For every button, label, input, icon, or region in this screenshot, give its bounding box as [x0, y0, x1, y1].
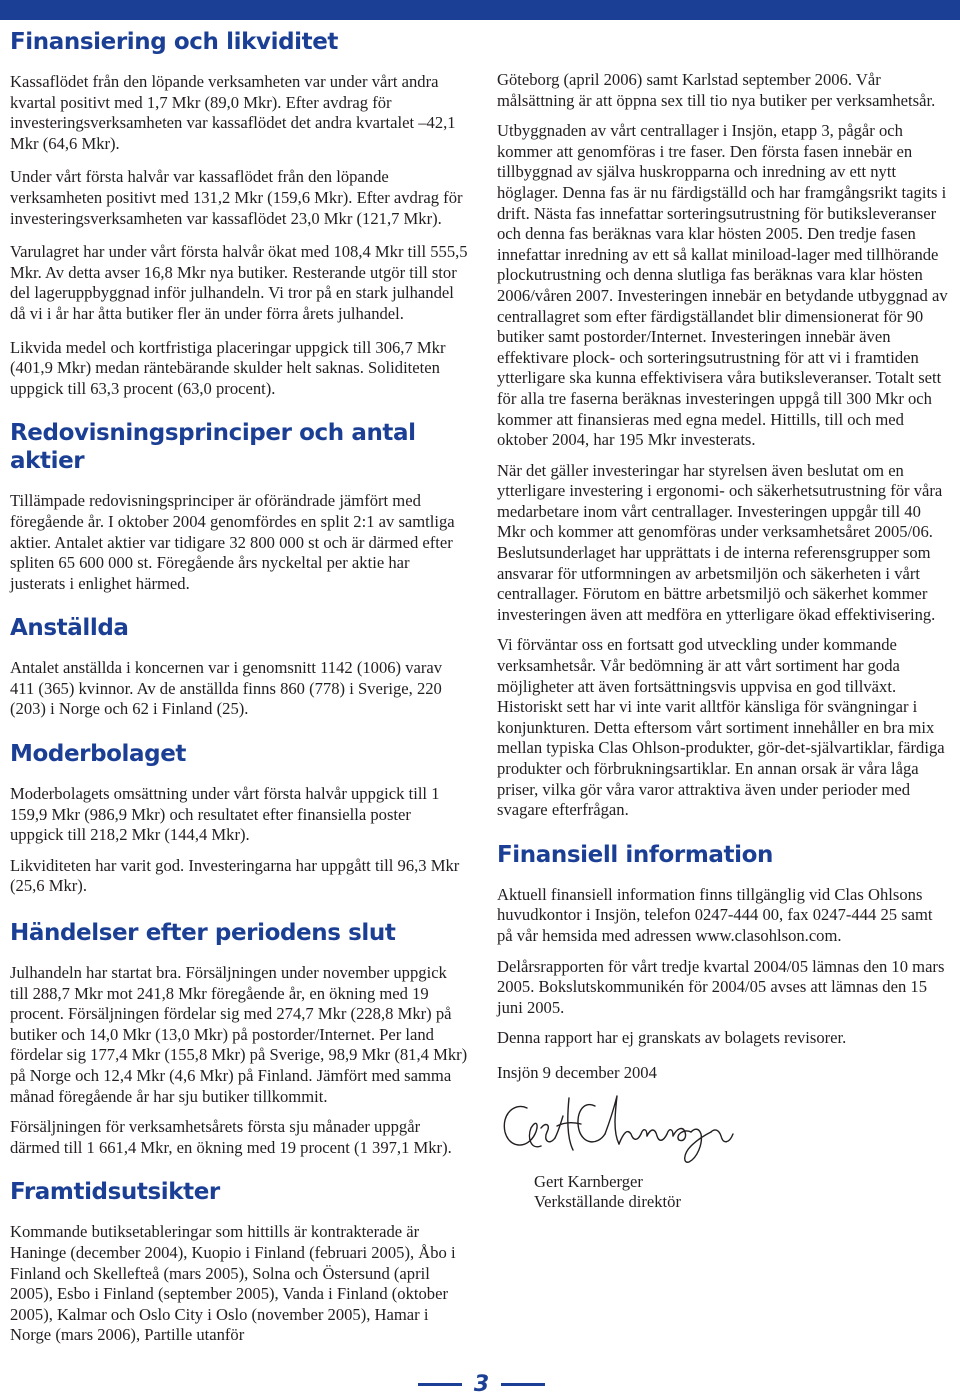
heading-moderbolaget: Moderbolaget	[10, 741, 187, 768]
paragraph: Aktuell finansiell information finns tillgänglig vid Clas Ohlsons huvudkontor i Insjön, telefon 0247-444 00, fax 0247-444 25 samt på vår hemsida med adressen www.clasohlson.com.	[497, 884, 933, 945]
heading-anstallda: Anställda	[10, 615, 129, 642]
heading-finansiell-information: Finansiell information	[497, 841, 773, 868]
signatory-title: Verkställande direktör	[534, 1192, 681, 1212]
paragraph: Göteborg (april 2006) samt Karlstad september 2006. Vår målsättning är att öppna sex till tio nya butiker per verksamhetsår.	[497, 70, 936, 110]
heading-redovisningsprinciper: Redovisningsprinciper och antal aktier	[10, 420, 416, 475]
signature-image	[497, 1088, 747, 1168]
page-number-footer	[418, 1374, 545, 1396]
paragraph: Kassaflödet från den löpande verksamheten var under vårt andra kvartal positivt med 1,7 Mkr (89,0 Mkr). Efter avdrag för investeringsverksamheten var kassaflödet det andra kvartalet –42,1 Mkr (64,6 Mkr).	[10, 72, 456, 153]
left-column	[10, 0, 468, 1346]
heading-finansiering: Finansiering och likviditet	[10, 29, 339, 55]
paragraph: Denna rapport har ej granskats av bolagets revisorer.	[497, 1028, 847, 1048]
paragraph: Moderbolagets omsättning under vårt första halvår uppgick till 1 159,9 Mkr (986,9 Mkr) och resultatet efter finansiella poster uppgick till 218,2 Mkr (144,4 Mkr).	[10, 784, 440, 845]
paragraph: Utbyggnaden av vårt centrallager i Insjön, etapp 3, pågår och kommer att genomföras i tre faser. Den första fasen innebär en tillbyggnad av själva huskropparna och inredning av ett nytt höglager. Denna fas är nu färdigställd och har framgångsrikt tagits i drift. Nästa fas innefattar sorteringsutrustning för butiksleveranser och denna fas beräknas vara klar hösten 2005. Den tredje fasen innefattar inredning av ett så kallat miniload-lager med tillhörande plockutrustning och denna slutliga fas beräknas vara klar hösten 2006/våren 2007. Investeringen innebär en betydande utbyggnad av centrallagret som efter färdigställandet blir dimensionerat för 90 butiker samt postorder/Internet. Investeringen innebär även effektivare plock- och sorteringsutrustning för att vi i framtiden ytterligare ska kunna effektivisera våra butiksleveranser. Totalt sett för alla tre faserna beräknas investeringen uppgå till 300 Mkr och kommer att finansieras med egna medel. Hittills, till och med oktober 2004, har 195 Mkr investerats.	[497, 121, 948, 450]
paragraph: Varulagret har under vårt första halvår ökat med 108,4 Mkr till 555,5 Mkr. Av detta avser 16,8 Mkr nya butiker. Resterande utgör till stor del lageruppbyggnad inför julhandeln. Vi tror på en stark julhandel då vi i år har åtta butiker fler än under förra årets julhandel.	[10, 242, 468, 323]
paragraph: Likvida medel och kortfristiga placeringar uppgick till 306,7 Mkr (401,9 Mkr) medan räntebärande skulder helt saknas. Soliditeten uppgick till 63,3 procent (63,0 procent).	[10, 337, 446, 398]
paragraph: Antalet anställda i koncernen var i genomsnitt 1142 (1006) varav 411 (365) kvinnor. Av de anställda finns 860 (778) i Sverige, 220 (203) i Norge och 62 i Finland (25).	[10, 658, 443, 719]
paragraph: När det gäller investeringar har styrelsen även beslutat om en ytterligare investering i ergonomi- och säkerhetsutrustning för våra medarbetare inom vårt centrallager. Investeringen uppgår till 40 Mkr och kommer att genomföras under verksamhetsåret 2005/06. Beslutsunderlaget har upprättats i de interna referensgrupper som ansvarar för utformningen av arbetsmiljön och säkerheten i vårt centrallager. Förutom en bättre arbetsmiljö och säkerhet kommer investeringen även att medföra en ytterligare ökad effektivisering.	[497, 460, 943, 624]
signatory-name: Gert Karnberger	[534, 1171, 643, 1191]
paragraph: Julhandeln har startat bra. Försäljningen under november uppgick till 288,7 Mkr mot 241,8 Mkr föregående år, en ökning med 19 procent. Försäljningen fördelar sig med 274,7 Mkr (228,8 Mkr) på butiker och 14,0 Mkr (13,0 Mkr) på postorder/Internet. Per land fördelar sig 177,4 Mkr (155,8 Mkr) på Sverige, 98,9 Mkr (81,4 Mkr) på Norge och 12,4 Mkr (4,6 Mkr) på Finland. Jämfört med samma månad föregående år har sju butiker tillkommit.	[10, 963, 468, 1106]
paragraph: Under vårt första halvår var kassaflödet från den löpande verksamheten positivt med 131,2 Mkr (159,6 Mkr). Efter avdrag för investeringsverksamheten var kassaflödet 23,0 Mkr (121,7 Mkr).	[10, 167, 463, 228]
right-column	[497, 0, 952, 1213]
paragraph: Kommande butiksetableringar som hittills är kontrakterade är Haninge (december 2004), Kuopio i Finland (februari 2005), Åbo i Finland och Skellefteå (mars 2005), Solna och Östersund (april 2005), Esbo i Finland (september 2005), Vanda i Finland (oktober 2005), Kalmar och Oslo City i Oslo (november 2005), Hamar i Norge (mars 2006), Partille utanför	[10, 1222, 456, 1345]
paragraph: Delårsrapporten för vårt tredje kvartal 2004/05 lämnas den 10 mars 2005. Bokslutskommunikén för 2004/05 avses att lämnas den 15 juni 2005.	[497, 956, 945, 1017]
paragraph: Vi förväntar oss en fortsatt god utveckling under kommande verksamhetsår. Vår bedömning är att vårt sortiment har goda möjligheter att även fortsättningsvis uppvisa en god tillväxt. Historiskt sett har vi inte varit alltför känsliga för svängningar i konjunkturen. Detta eftersom vårt sortiment innehåller en bra mix mellan typiska Clas Ohlson-produkter, gör-det-självartiklar, färdiga produkter och förbrukningsartiklar. En annan orsak är våra låga priser, vilka gör våra varor attraktiva även under perioder med svagare efterfrågan.	[497, 635, 945, 820]
place-and-date: Insjön 9 december 2004	[497, 1062, 657, 1082]
paragraph: Försäljningen för verksamhetsårets första sju månader uppgår därmed till 1 661,4 Mkr, en ökning med 19 procent (1 397,1 Mkr).	[10, 1117, 452, 1157]
heading-framtidsutsikter: Framtidsutsikter	[10, 1179, 220, 1206]
heading-handelser: Händelser efter periodens slut	[10, 920, 396, 947]
footer-rule-left	[418, 1383, 462, 1386]
paragraph: Likviditeten har varit god. Investeringarna har uppgått till 96,3 Mkr (25,6 Mkr).	[10, 855, 460, 896]
page-number: 3	[473, 1372, 490, 1397]
paragraph: Tillämpade redovisningsprinciper är oförändrade jämfört med föregående år. I oktober 2004 genomfördes en split 2:1 av samtliga aktier. Antalet aktier var tidigare 32 800 000 st och är därmed efter spliten 65 600 000 st. Föregående års nyckeltal per aktie har justerats i enlighet härmed.	[10, 491, 455, 593]
footer-rule-right	[501, 1383, 545, 1386]
